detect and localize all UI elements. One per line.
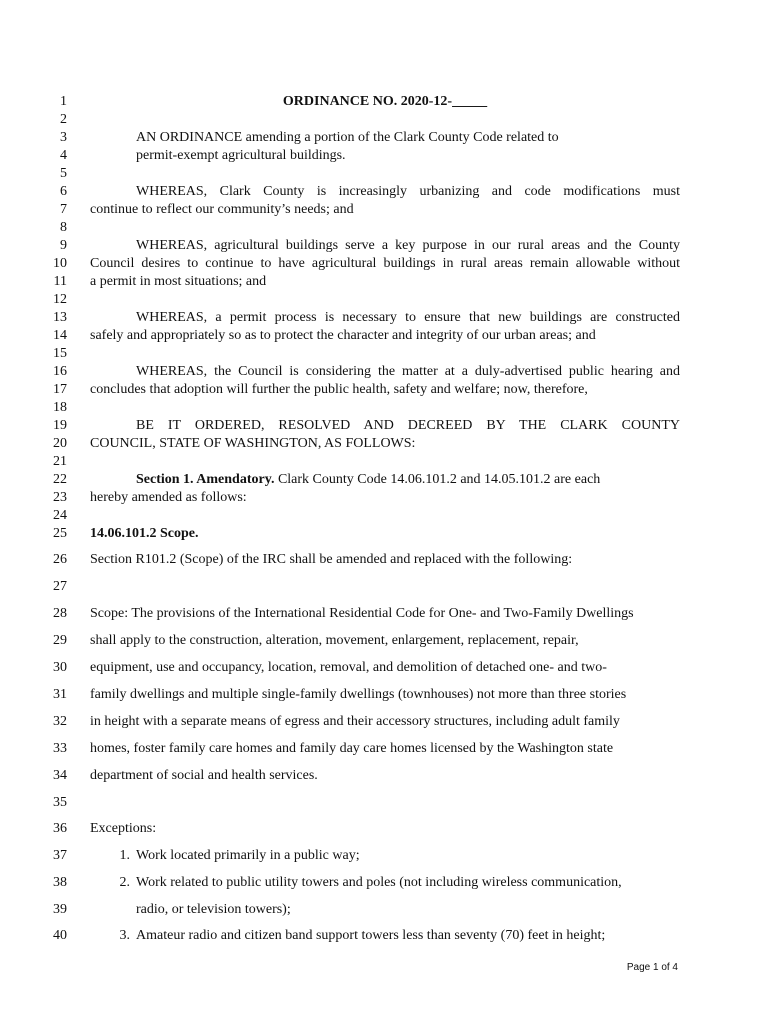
line-number: 8: [60, 220, 67, 235]
enacting-clause-line: COUNCIL, STATE OF WASHINGTON, AS FOLLOWS:: [90, 436, 416, 451]
scope-text-line: family dwellings and multiple single-family dwellings (townhouses) not more than three stories: [90, 687, 627, 702]
line-number: 37: [53, 848, 67, 863]
line-number: 24: [53, 508, 67, 523]
line-number: 23: [53, 490, 67, 505]
section-1-line: hereby amended as follows:: [90, 490, 247, 505]
whereas-clause-line: WHEREAS, Clark County is increasingly urbanizing and code modifications must: [136, 184, 680, 199]
list-item: Amateur radio and citizen band support towers less than seventy (70) feet in height;: [136, 928, 606, 943]
line-number: 32: [53, 714, 67, 729]
line-number: 3: [60, 130, 67, 145]
line-number: 21: [53, 454, 67, 469]
scope-heading: 14.06.101.2 Scope.: [90, 526, 199, 541]
line-number: 38: [53, 875, 67, 890]
line-number: 29: [53, 633, 67, 648]
ordinance-summary-line: permit-exempt agricultural buildings.: [136, 148, 346, 163]
line-number: 30: [53, 660, 67, 675]
ordinance-summary-line: AN ORDINANCE amending a portion of the Clark County Code related to: [136, 130, 559, 145]
line-number: 16: [53, 364, 67, 379]
scope-text-line: equipment, use and occupancy, location, removal, and demolition of detached one- and two-: [90, 660, 607, 675]
line-number: 18: [53, 400, 67, 415]
line-number: 22: [53, 472, 67, 487]
ordinance-title: ORDINANCE NO. 2020-12-_____: [282, 94, 488, 109]
line-number: 13: [53, 310, 67, 325]
whereas-clause-line: safely and appropriately so as to protect the character and integrity of our urban areas; and: [90, 328, 596, 343]
page-number: Page 1 of 4: [626, 962, 678, 973]
list-item-continuation: radio, or television towers);: [136, 902, 291, 917]
scope-text-line: Scope: The provisions of the International Residential Code for One- and Two-Family Dwellings: [90, 606, 634, 621]
line-number: 5: [60, 166, 67, 181]
list-item: Work related to public utility towers and poles (not including wireless communication,: [136, 875, 622, 890]
line-number: 9: [60, 238, 67, 253]
scope-text-line: shall apply to the construction, alteration, movement, enlargement, replacement, repair,: [90, 633, 579, 648]
section-text: Clark County Code 14.06.101.2 and 14.05.101.2 are each: [277, 472, 601, 487]
line-number: 25: [53, 526, 67, 541]
line-number: 11: [53, 274, 67, 289]
line-number: 36: [53, 821, 67, 836]
line-number: 4: [60, 148, 67, 163]
line-number: 28: [53, 606, 67, 621]
list-item: Work located primarily in a public way;: [136, 848, 360, 863]
whereas-clause-line: Council desires to continue to have agricultural buildings in rural areas remain allowable without: [90, 256, 680, 271]
line-number: 40: [53, 928, 67, 943]
line-number: 33: [53, 741, 67, 756]
line-number: 10: [53, 256, 67, 271]
scope-text-line: department of social and health services.: [90, 768, 318, 783]
whereas-clause-line: WHEREAS, a permit process is necessary to ensure that new buildings are constructed: [136, 310, 680, 325]
line-number: 14: [53, 328, 67, 343]
line-number: 34: [53, 768, 67, 783]
list-item-number: 3.: [119, 928, 130, 943]
line-number: 19: [53, 418, 67, 433]
line-number: 31: [53, 687, 67, 702]
list-item-number: 2.: [119, 875, 130, 890]
whereas-clause-line: WHEREAS, agricultural buildings serve a key purpose in our rural areas and the County: [136, 238, 680, 253]
enacting-clause-line: BE IT ORDERED, RESOLVED AND DECREED BY THE CLARK COUNTY: [136, 418, 680, 433]
line-number: 27: [53, 579, 67, 594]
section-1-line: [136, 471, 680, 489]
whereas-clause-line: concludes that adoption will further the public health, safety and welfare; now, therefore,: [90, 382, 588, 397]
line-number: 17: [53, 382, 67, 397]
whereas-clause-line: a permit in most situations; and: [90, 274, 267, 289]
scope-text-line: in height with a separate means of egress and their accessory structures, including adult family: [90, 714, 620, 729]
scope-intro: Section R101.2 (Scope) of the IRC shall be amended and replaced with the following:: [90, 552, 573, 567]
line-number: 26: [53, 552, 67, 567]
scope-text-line: homes, foster family care homes and family day care homes licensed by the Washington state: [90, 741, 614, 756]
line-number: 12: [53, 292, 67, 307]
section-heading: Section 1. Amendatory.: [136, 472, 275, 487]
line-number: 39: [53, 902, 67, 917]
line-number: 6: [60, 184, 67, 199]
line-number: 7: [60, 202, 67, 217]
exceptions-heading: Exceptions:: [90, 821, 157, 836]
whereas-clause-line: WHEREAS, the Council is considering the matter at a duly-advertised public hearing and: [136, 364, 680, 379]
line-number: 15: [53, 346, 67, 361]
line-number: 20: [53, 436, 67, 451]
line-number: 2: [60, 112, 67, 127]
line-number: 1: [60, 94, 67, 109]
line-number: 35: [53, 795, 67, 810]
whereas-clause-line: continue to reflect our community’s needs; and: [90, 202, 354, 217]
list-item-number: 1.: [119, 848, 130, 863]
